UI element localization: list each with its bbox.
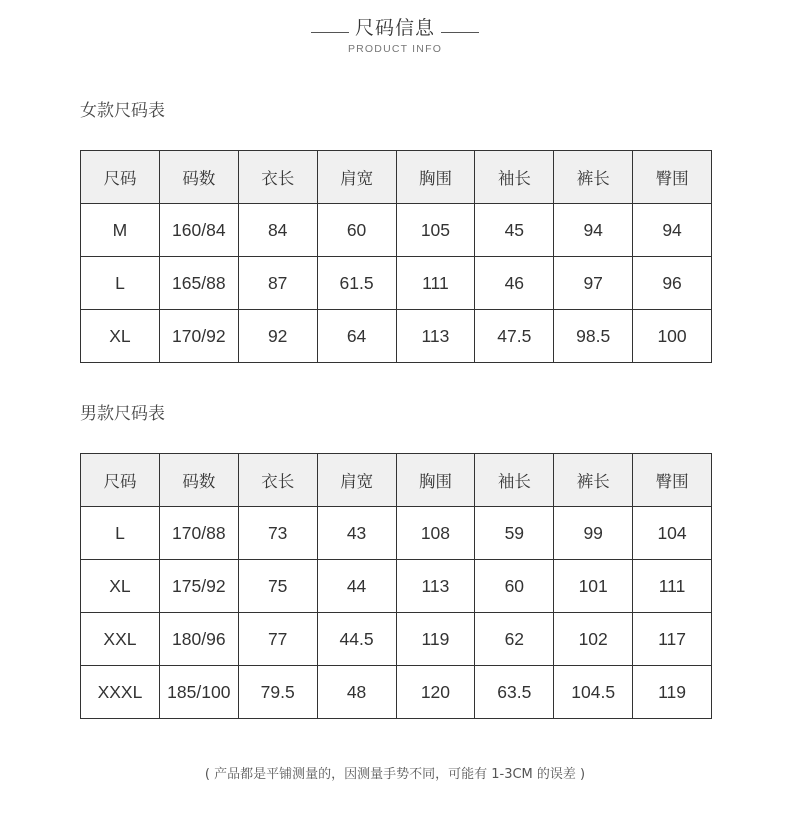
table-row <box>81 666 712 719</box>
table-cell: 117 <box>633 613 712 666</box>
women-size-table <box>80 150 712 363</box>
column-header: 尺码 <box>81 454 160 507</box>
table-cell: 44.5 <box>317 613 396 666</box>
size-cell: XXL <box>81 613 160 666</box>
table-cell: 104.5 <box>554 666 633 719</box>
table-cell: 104 <box>633 507 712 560</box>
table-row <box>81 613 712 666</box>
table-cell: 77 <box>238 613 317 666</box>
column-header: 胸围 <box>396 454 475 507</box>
table-cell: 113 <box>396 310 475 363</box>
column-header: 衣长 <box>238 454 317 507</box>
column-header: 胸围 <box>396 151 475 204</box>
table-cell: 97 <box>554 257 633 310</box>
table-cell: 60 <box>475 560 554 613</box>
table-cell: 175/92 <box>159 560 238 613</box>
table-cell: 170/88 <box>159 507 238 560</box>
column-header: 袖长 <box>475 151 554 204</box>
table-cell: 45 <box>475 204 554 257</box>
table-cell: 73 <box>238 507 317 560</box>
column-header: 码数 <box>159 454 238 507</box>
table-cell: 64 <box>317 310 396 363</box>
table-cell: 61.5 <box>317 257 396 310</box>
table-cell: 84 <box>238 204 317 257</box>
column-header: 肩宽 <box>317 454 396 507</box>
table-cell: 87 <box>238 257 317 310</box>
table-cell: 44 <box>317 560 396 613</box>
table-cell: 43 <box>317 507 396 560</box>
column-header: 码数 <box>159 151 238 204</box>
table-cell: 62 <box>475 613 554 666</box>
table-cell: 92 <box>238 310 317 363</box>
page-subtitle: PRODUCT INFO <box>347 43 443 55</box>
table-row <box>81 204 712 257</box>
table-cell: 100 <box>633 310 712 363</box>
table-cell: 111 <box>633 560 712 613</box>
column-header: 裤长 <box>554 151 633 204</box>
table-header-row <box>81 151 712 204</box>
size-cell: L <box>81 257 160 310</box>
table-cell: 165/88 <box>159 257 238 310</box>
table-cell: 120 <box>396 666 475 719</box>
table-cell: 98.5 <box>554 310 633 363</box>
table-cell: 170/92 <box>159 310 238 363</box>
column-header: 袖长 <box>475 454 554 507</box>
size-cell: XXXL <box>81 666 160 719</box>
size-cell: XL <box>81 560 160 613</box>
table-cell: 59 <box>475 507 554 560</box>
measurement-footnote: ( 产品都是平铺测量的，因测量手势不同，可能有 1-3CM 的误差 ) <box>204 767 586 782</box>
table-cell: 99 <box>554 507 633 560</box>
table-cell: 102 <box>554 613 633 666</box>
men-size-chart-title: 男款尺码表 <box>80 404 165 424</box>
table-cell: 94 <box>633 204 712 257</box>
table-cell: 63.5 <box>475 666 554 719</box>
size-cell: L <box>81 507 160 560</box>
page-header <box>0 12 790 55</box>
column-header: 尺码 <box>81 151 160 204</box>
table-cell: 47.5 <box>475 310 554 363</box>
table-cell: 96 <box>633 257 712 310</box>
table-cell: 119 <box>633 666 712 719</box>
table-cell: 180/96 <box>159 613 238 666</box>
table-row <box>81 257 712 310</box>
table-cell: 119 <box>396 613 475 666</box>
table-cell: 160/84 <box>159 204 238 257</box>
table-cell: 94 <box>554 204 633 257</box>
table-cell: 113 <box>396 560 475 613</box>
column-header: 臀围 <box>633 454 712 507</box>
men-size-table <box>80 453 712 719</box>
size-cell: XL <box>81 310 160 363</box>
table-row <box>81 310 712 363</box>
table-cell: 101 <box>554 560 633 613</box>
table-cell: 105 <box>396 204 475 257</box>
column-header: 衣长 <box>238 151 317 204</box>
table-cell: 185/100 <box>159 666 238 719</box>
women-size-chart-title: 女款尺码表 <box>80 101 165 121</box>
column-header: 肩宽 <box>317 151 396 204</box>
table-cell: 48 <box>317 666 396 719</box>
header-divider-right <box>441 32 479 33</box>
table-cell: 46 <box>475 257 554 310</box>
header-title-row <box>0 12 790 42</box>
column-header: 裤长 <box>554 454 633 507</box>
table-cell: 60 <box>317 204 396 257</box>
table-row <box>81 560 712 613</box>
table-cell: 79.5 <box>238 666 317 719</box>
column-header: 臀围 <box>633 151 712 204</box>
table-row <box>81 507 712 560</box>
table-cell: 108 <box>396 507 475 560</box>
table-cell: 111 <box>396 257 475 310</box>
table-cell: 75 <box>238 560 317 613</box>
page-title: 尺码信息 <box>354 17 435 39</box>
size-cell: M <box>81 204 160 257</box>
table-header-row <box>81 454 712 507</box>
